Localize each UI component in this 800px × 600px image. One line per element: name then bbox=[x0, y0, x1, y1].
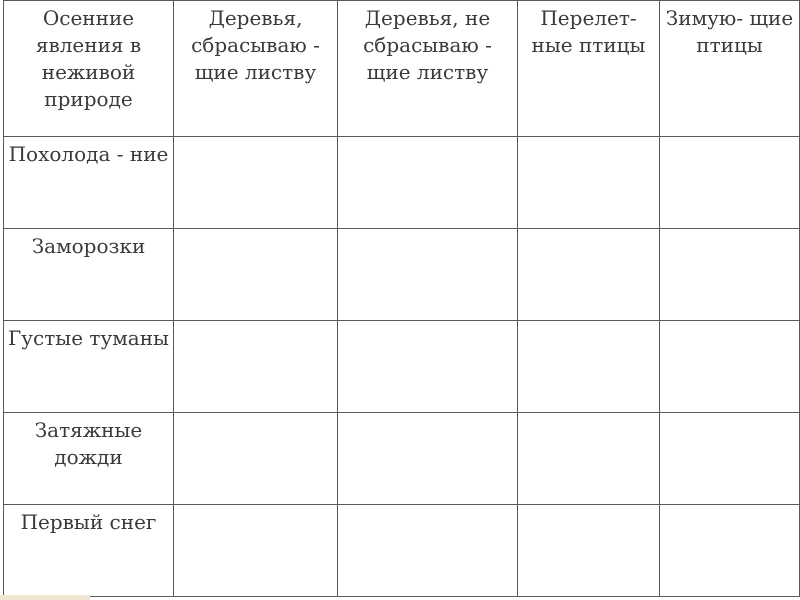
table-cell bbox=[174, 413, 338, 505]
table-row bbox=[4, 413, 800, 505]
table-cell bbox=[518, 137, 660, 229]
table-cell bbox=[338, 321, 518, 413]
slide-corner-strip bbox=[0, 595, 90, 600]
row-label-cell: Затяжные дожди bbox=[4, 413, 174, 505]
row-label-cell: Похолода - ние bbox=[4, 137, 174, 229]
table-cell bbox=[660, 321, 800, 413]
table-header-row bbox=[4, 1, 800, 137]
table-cell bbox=[174, 229, 338, 321]
row-label-cell: Заморозки bbox=[4, 229, 174, 321]
table-cell bbox=[338, 505, 518, 597]
table-cell bbox=[174, 137, 338, 229]
table-row bbox=[4, 321, 800, 413]
table-cell bbox=[660, 137, 800, 229]
header-cell-migratory-birds: Перелет- ные птицы bbox=[518, 1, 660, 137]
row-label-cell: Первый снег bbox=[4, 505, 174, 597]
row-label-cell: Густые туманы bbox=[4, 321, 174, 413]
header-cell-nonliving-nature: Осенние явления в неживой природе bbox=[4, 1, 174, 137]
table-cell bbox=[338, 413, 518, 505]
table-cell bbox=[338, 137, 518, 229]
table-cell bbox=[174, 321, 338, 413]
table-row bbox=[4, 229, 800, 321]
header-cell-evergreen-trees: Деревья, не сбрасываю - щие листву bbox=[338, 1, 518, 137]
table-cell bbox=[660, 413, 800, 505]
table-cell bbox=[660, 505, 800, 597]
table-cell bbox=[518, 321, 660, 413]
table-cell bbox=[518, 413, 660, 505]
table-row bbox=[4, 505, 800, 597]
table-row bbox=[4, 137, 800, 229]
table-cell bbox=[660, 229, 800, 321]
table-cell bbox=[338, 229, 518, 321]
table-cell bbox=[174, 505, 338, 597]
header-cell-deciduous-trees: Деревья, сбрасываю - щие листву bbox=[174, 1, 338, 137]
table-cell bbox=[518, 229, 660, 321]
header-cell-wintering-birds: Зимую- щие птицы bbox=[660, 1, 800, 137]
table-cell bbox=[518, 505, 660, 597]
autumn-phenomena-table bbox=[3, 0, 800, 597]
